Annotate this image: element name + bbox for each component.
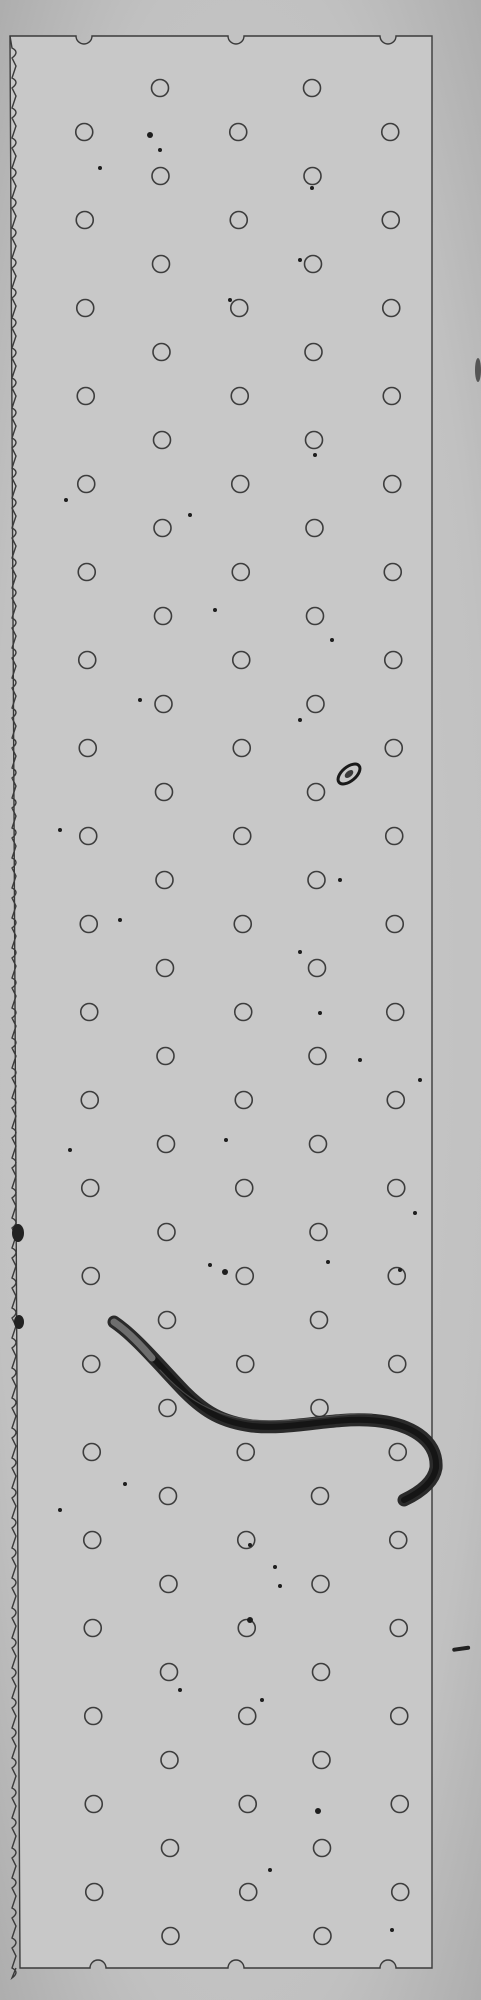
- debris-speck: [58, 828, 62, 832]
- debris-speck: [213, 608, 217, 612]
- debris-speck: [278, 1584, 282, 1588]
- debris-speck: [310, 186, 314, 190]
- debris-speck: [260, 1698, 264, 1702]
- debris-speck: [413, 1211, 417, 1215]
- debris-speck: [358, 1058, 362, 1062]
- debris-speck: [273, 1565, 277, 1569]
- debris-speck: [178, 1688, 182, 1692]
- debris-speck: [418, 1078, 422, 1082]
- debris-speck: [298, 718, 302, 722]
- debris-speck: [313, 453, 317, 457]
- debris-speck: [68, 1148, 72, 1152]
- debris-speck: [268, 1868, 272, 1872]
- debris-speck: [338, 878, 342, 882]
- debris-speck: [222, 1269, 228, 1275]
- debris-speck: [315, 1808, 321, 1814]
- debris-speck: [123, 1482, 127, 1486]
- debris-speck: [298, 950, 302, 954]
- debris-speck: [298, 258, 302, 262]
- debris-speck: [224, 1138, 228, 1142]
- debris-speck: [390, 1928, 394, 1932]
- debris-speck: [158, 148, 162, 152]
- debris-speck: [247, 1617, 253, 1623]
- debris-speck: [64, 498, 68, 502]
- debris-speck: [118, 918, 122, 922]
- debris-speck: [398, 1268, 402, 1272]
- debris-speck: [98, 166, 102, 170]
- debris-speck: [188, 513, 192, 517]
- debris-speck: [58, 1508, 62, 1512]
- debris-speck: [138, 698, 142, 702]
- debris-speck: [318, 1011, 322, 1015]
- chamber-outline: [10, 36, 432, 1968]
- debris-speck: [248, 1543, 252, 1547]
- debris-speck: [228, 298, 232, 302]
- debris-speck: [326, 1260, 330, 1264]
- debris-speck: [147, 132, 153, 138]
- debris-speck: [330, 638, 334, 642]
- debris-speck: [208, 1263, 212, 1267]
